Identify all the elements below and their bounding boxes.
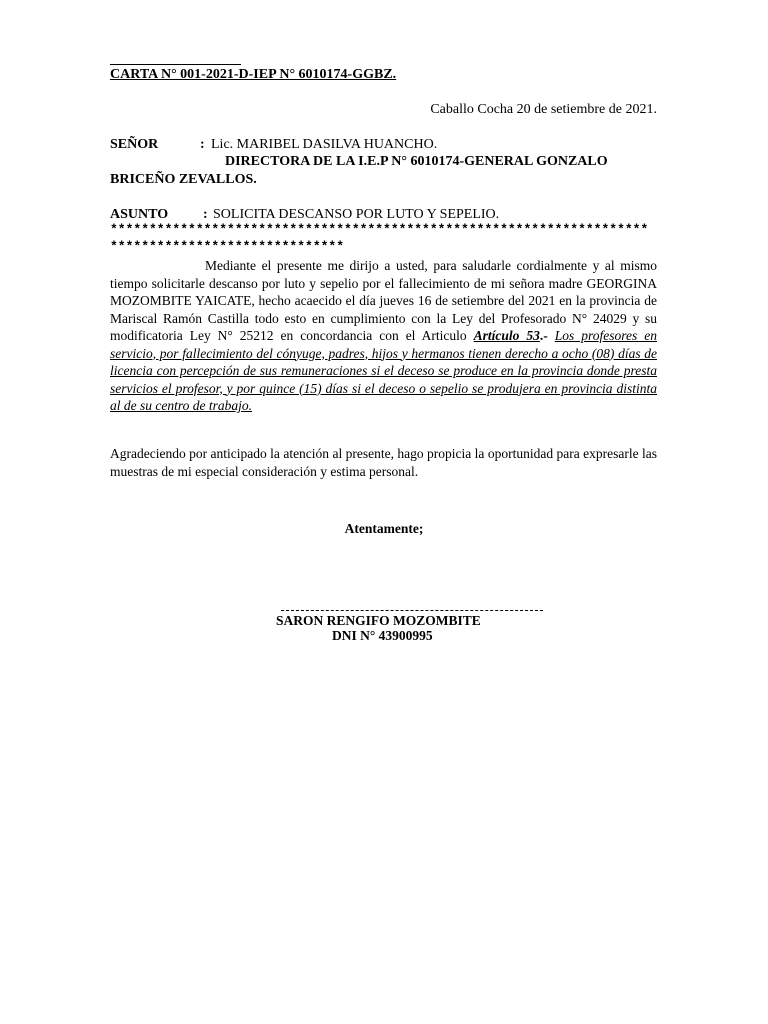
recipient-label: SEÑOR [110,137,159,152]
subject-label: ASUNTO [110,207,169,222]
recipient-colon: : [200,137,205,152]
signature-line [281,610,543,611]
subject-text: SOLICITA DESCANSO POR LUTO Y SEPELIO. [213,207,500,222]
signer-name: SARON RENGIFO MOZOMBITE [276,613,481,628]
article-label: Artículo 53 [473,328,540,343]
body-intro-text: Mediante el presente me dirijo a usted, para saludarle cordialmente y al mismo tiempo solicitarle descanso por luto y sepelio por el fallecimiento de mi señora madre GEORGINA MOZOMBITE YAICATE, hecho acaecido el día jueves 16 de setiembre del 2021 en la provincia de Mariscal Ramón Castilla todo esto en cumplimiento con la Ley del Profesorado N° 24029 y su modificatoria Ley N° 25212 en concordancia con el Articulo [110,258,657,343]
body-paragraph-1 [110,257,657,415]
body-paragraph-2: Agradeciendo por anticipado la atención al presente, hago propicia la oportunidad para expresarle las muestras de mi especial consideración y estima personal. [110,446,657,479]
recipient-name: Lic. MARIBEL DASILVA HUANCHO. [211,137,438,152]
recipient-title-line2: BRICEÑO ZEVALLOS. [110,172,257,187]
date-line: Caballo Cocha 20 de setiembre de 2021. [430,102,657,117]
separator-line-2: ****************************** [110,239,345,254]
separator-line-1: ********************************************************************* [110,222,649,237]
article-separator: .- [539,328,555,343]
top-rule [110,64,241,65]
closing-salutation: Atentamente; [344,521,424,536]
signer-dni: DNI N° 43900995 [332,628,433,643]
recipient-title-line1: DIRECTORA DE LA I.E.P N° 6010174-GENERAL GONZALO [225,154,608,169]
article-text: Los profesores en servicio, por fallecimiento del cónyuge, padres, hijos y hermanos tienen derecho a ocho (08) días de licencia con percepción de sus remuneraciones si el deceso se produce en la provincia donde presta servicios el profesor, y por quince (15) días si el deceso o sepelio se produjera en provincia distinta al de su centro de trabajo. [110,328,657,413]
letter-reference: CARTA N° 001-2021-D-IEP N° 6010174-GGBZ. [110,67,397,82]
subject-colon: : [203,207,208,222]
